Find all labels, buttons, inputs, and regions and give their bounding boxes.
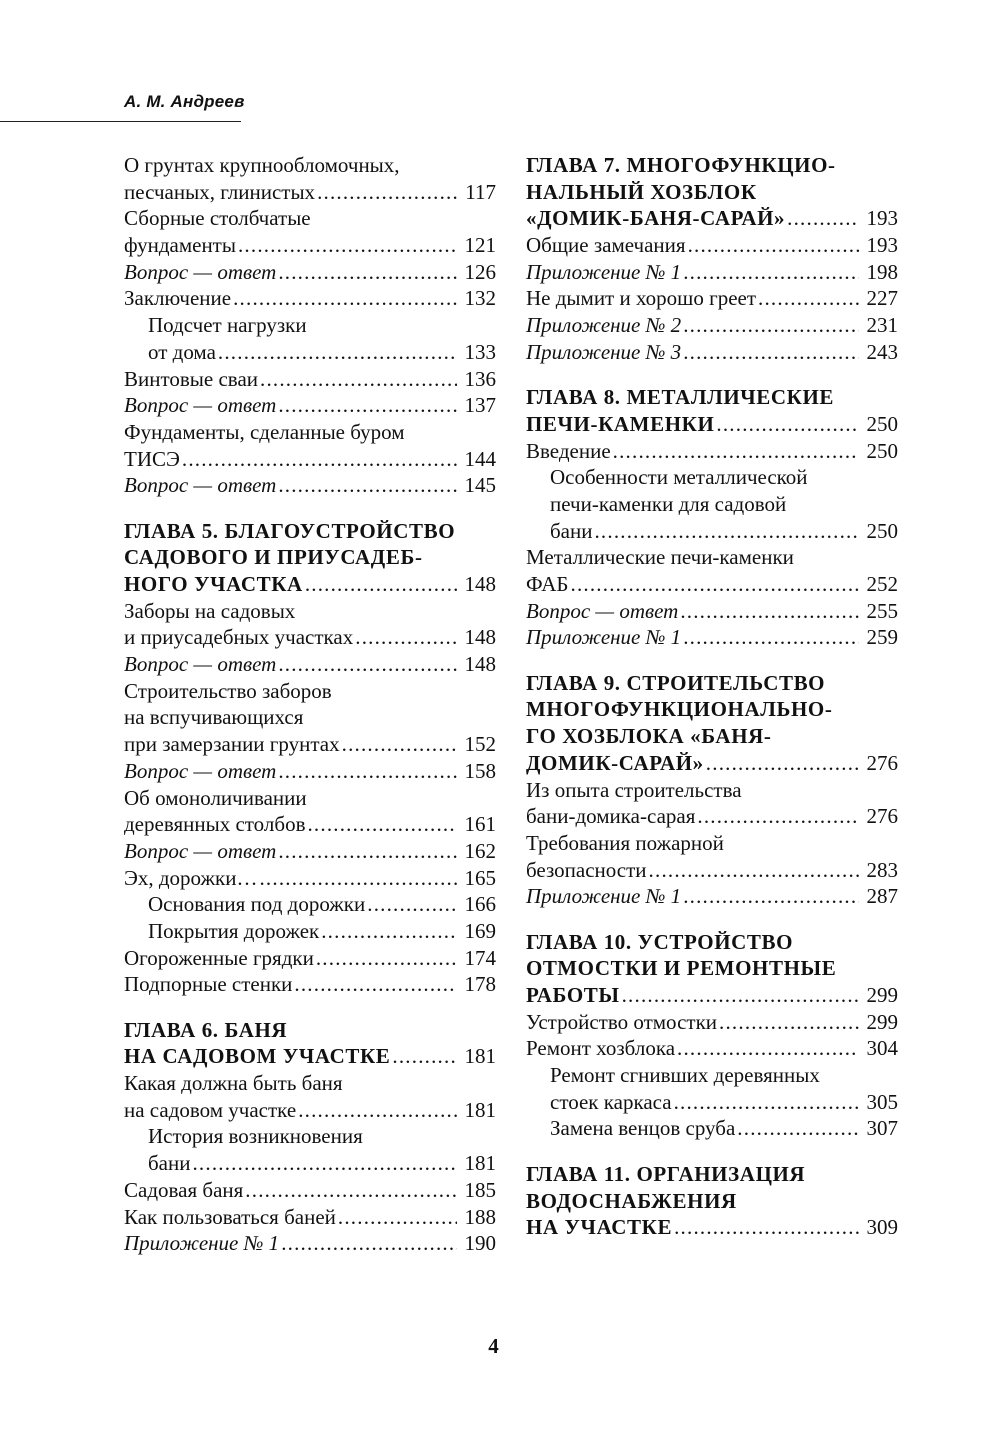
- dot-leader: [737, 1115, 859, 1142]
- toc-chapter-heading-line: [526, 750, 898, 777]
- toc-page-number: 136: [464, 366, 496, 391]
- toc-entry-title: стоек каркаса: [550, 1089, 672, 1114]
- toc-page-number: 169: [464, 918, 496, 943]
- toc-entry: [124, 651, 496, 678]
- toc-entry: [526, 544, 898, 571]
- toc-entry-title: песчаных, глинистых: [124, 179, 316, 204]
- dot-leader: [245, 1177, 457, 1204]
- toc-page-number: 276: [866, 804, 898, 829]
- running-header-author: А. М. Андреев: [124, 92, 245, 111]
- toc-page-number: 193: [866, 233, 898, 258]
- dot-leader: [259, 865, 457, 892]
- dot-leader: [260, 366, 457, 393]
- toc-entry: [526, 777, 898, 804]
- toc-entry: [124, 785, 496, 812]
- toc-chapter-heading-line: [526, 411, 898, 438]
- toc-entry: [124, 865, 496, 892]
- dot-leader: [278, 651, 457, 678]
- dot-leader: [278, 758, 457, 785]
- toc-page-number: 174: [464, 945, 496, 970]
- toc-entry-title: Винтовые сваи: [124, 366, 258, 391]
- toc-page-number: 181: [464, 1151, 496, 1176]
- toc-entry-title: РАБОТЫ: [526, 983, 620, 1007]
- dot-leader: [298, 1097, 457, 1124]
- toc-entry: [124, 678, 496, 705]
- toc-entry-title: Вопрос — ответ: [124, 259, 277, 284]
- toc-entry-title: Приложение № 3: [526, 339, 682, 364]
- toc-page-number: 137: [464, 393, 496, 418]
- toc-entry-title: ГО ХОЗБЛОКА «БАНЯ-: [526, 724, 772, 749]
- toc-entry-title: ГЛАВА 7. МНОГОФУНКЦИО-: [526, 153, 836, 177]
- toc-entry: [124, 232, 496, 259]
- toc-entry: [124, 366, 496, 393]
- toc-entry-title: Приложение № 1: [526, 625, 682, 650]
- toc-page-number: 193: [866, 206, 898, 231]
- dot-leader: [622, 982, 859, 1009]
- toc-entry: [124, 205, 496, 232]
- toc-entry: [124, 838, 496, 865]
- dot-leader: [719, 1009, 859, 1036]
- dot-leader: [321, 918, 457, 945]
- dot-leader: [192, 1150, 457, 1177]
- toc-entry-title: Фундаменты, сделанные буром: [124, 419, 405, 444]
- toc-chapter-heading-line: [526, 1214, 898, 1241]
- toc-entry: [526, 312, 898, 339]
- toc-entry: [526, 491, 898, 518]
- dot-leader: [683, 259, 859, 286]
- toc-entry: [526, 438, 898, 465]
- toc-entry: [124, 1123, 496, 1150]
- toc-page-number: 126: [464, 259, 496, 284]
- toc-entry-title: ГЛАВА 8. МЕТАЛЛИЧЕСКИЕ: [526, 385, 835, 410]
- dot-leader: [278, 472, 457, 499]
- toc-entry-title: Приложение № 1: [526, 259, 682, 284]
- toc-entry: [124, 598, 496, 625]
- dot-leader: [674, 1214, 859, 1241]
- toc-entry: [124, 704, 496, 731]
- toc-entry-title: Введение: [526, 438, 611, 463]
- dot-leader: [317, 179, 457, 206]
- dot-leader: [697, 803, 859, 830]
- page-number: 4: [488, 1334, 499, 1358]
- toc-entry-title: Об омоноличивании: [124, 785, 307, 810]
- toc-entry: [124, 472, 496, 499]
- toc-entry: [124, 1230, 496, 1257]
- toc-entry-title: ГЛАВА 5. БЛАГОУСТРОЙСТВО: [124, 518, 456, 543]
- toc-page-number: 117: [465, 179, 496, 204]
- dot-leader: [674, 1089, 859, 1116]
- toc-page-number: 133: [464, 339, 496, 364]
- toc-chapter-heading-line: [526, 179, 898, 206]
- toc-entry-title: ФАБ: [526, 572, 569, 596]
- toc-page-number: 132: [464, 286, 496, 311]
- dot-leader: [683, 312, 859, 339]
- toc-entry: [124, 811, 496, 838]
- toc-entry: [526, 571, 898, 598]
- toc-chapter-heading-line: [526, 384, 898, 411]
- toc-entry-title: на вспучивающихся: [124, 705, 304, 730]
- dot-leader: [594, 518, 859, 545]
- toc-entry-title: бани: [550, 518, 593, 543]
- toc-entry: [124, 918, 496, 945]
- toc-entry-title: История возникновения: [148, 1124, 363, 1149]
- toc-page-number: 166: [464, 892, 496, 917]
- toc-entry-title: ГЛАВА 9. СТРОИТЕЛЬСТВО: [526, 670, 826, 695]
- dot-leader: [238, 232, 457, 259]
- toc-chapter-heading-line: [526, 955, 898, 982]
- dot-leader: [367, 891, 457, 918]
- toc-entry-title: фундаменты: [124, 233, 236, 258]
- toc-entry: [124, 312, 496, 339]
- toc-column-right: [526, 152, 898, 1241]
- toc-entry-title: Основания под дорожки: [148, 892, 366, 917]
- toc-chapter-heading-line: [124, 518, 496, 545]
- toc-entry: [526, 598, 898, 625]
- dot-leader: [649, 857, 859, 884]
- toc-chapter-heading-line: [526, 696, 898, 723]
- dot-leader: [278, 259, 457, 286]
- toc-entry-title: бани: [148, 1151, 191, 1176]
- toc-entry: [526, 1035, 898, 1062]
- dot-leader: [218, 339, 457, 366]
- toc-chapter-heading-line: [124, 1017, 496, 1044]
- toc-page-number: 152: [464, 732, 496, 757]
- dot-leader: [307, 811, 457, 838]
- toc-entry-title: НОГО УЧАСТКА: [124, 572, 303, 596]
- toc-entry: [526, 259, 898, 286]
- toc-entry: [526, 1115, 898, 1142]
- toc-chapter-heading-line: [526, 982, 898, 1009]
- toc-entry-title: Вопрос — ответ: [124, 758, 277, 783]
- dot-leader: [316, 945, 457, 972]
- toc-entry: [124, 152, 496, 179]
- toc-entry: [526, 1089, 898, 1116]
- toc-page-number: 148: [464, 652, 496, 677]
- dot-leader: [613, 438, 859, 465]
- dot-leader: [294, 971, 457, 998]
- dot-leader: [683, 339, 859, 366]
- dot-leader: [392, 1043, 457, 1070]
- toc-chapter-heading-line: [124, 544, 496, 571]
- toc-entry: [526, 464, 898, 491]
- toc-entry-title: Эх, дорожки…: [124, 865, 258, 890]
- toc-column-left: [124, 152, 496, 1257]
- toc-page-number: 144: [464, 446, 496, 471]
- toc-entry-title: Подпорные стенки: [124, 972, 293, 997]
- toc-entry-title: Огороженные грядки: [124, 945, 314, 970]
- toc-entry-title: Какая должна быть баня: [124, 1071, 343, 1096]
- toc-entry: [526, 830, 898, 857]
- toc-entry: [124, 1204, 496, 1231]
- toc-chapter-heading-line: [526, 723, 898, 750]
- dot-leader: [680, 598, 859, 625]
- toc-entry: [124, 1070, 496, 1097]
- toc-entry: [526, 285, 898, 312]
- toc-entry-title: печи-каменки для садовой: [550, 491, 787, 516]
- dot-leader: [688, 232, 859, 259]
- toc-entry-title: Не дымит и хорошо греет: [526, 286, 757, 311]
- toc-entry-title: бани-домика-сарая: [526, 804, 696, 829]
- toc-entry: [526, 857, 898, 884]
- toc-page-number: 309: [866, 1215, 898, 1240]
- toc-entry: [124, 285, 496, 312]
- toc-entry: [526, 1062, 898, 1089]
- toc-page-number: 231: [866, 313, 898, 338]
- toc-page-number: 276: [866, 750, 898, 775]
- toc-page-number: 181: [464, 1097, 496, 1122]
- toc-entry-title: от дома: [148, 339, 216, 364]
- toc-entry-title: Вопрос — ответ: [124, 838, 277, 863]
- dot-leader: [571, 571, 860, 598]
- toc-entry: [526, 339, 898, 366]
- toc-entry-title: при замерзании грунтах: [124, 732, 340, 757]
- toc-entry-title: Вопрос — ответ: [124, 652, 277, 677]
- toc-entry: [124, 392, 496, 419]
- toc-entry-title: МНОГОФУНКЦИОНАЛЬНО-: [526, 697, 833, 722]
- toc-chapter-heading-line: [526, 1161, 898, 1188]
- toc-page-number: 250: [866, 411, 898, 436]
- toc-entry-title: ДОМИК-САРАЙ»: [526, 750, 704, 775]
- toc-page-number: 185: [464, 1177, 496, 1202]
- toc-page-number: 250: [866, 438, 898, 463]
- dot-leader: [342, 731, 457, 758]
- toc-chapter-heading-line: [526, 1188, 898, 1215]
- dot-leader: [758, 285, 859, 312]
- toc-entry-title: Заборы на садовых: [124, 598, 296, 623]
- dot-leader: [281, 1230, 457, 1257]
- toc-entry-title: Приложение № 1: [124, 1231, 280, 1256]
- toc-entry: [124, 891, 496, 918]
- toc-page-number: 299: [866, 983, 898, 1007]
- toc-entry-title: Особенности металлической: [550, 465, 808, 490]
- toc-entry-title: ГЛАВА 11. ОРГАНИЗАЦИЯ: [526, 1161, 806, 1186]
- toc-page-number: 255: [866, 598, 898, 623]
- toc-entry-title: Садовая баня: [124, 1177, 244, 1202]
- toc-entry: [124, 1097, 496, 1124]
- toc-entry-title: ВОДОСНАБЖЕНИЯ: [526, 1188, 737, 1213]
- toc-entry-title: ОТМОСТКИ И РЕМОНТНЫЕ: [526, 956, 837, 981]
- toc-entry-title: Ремонт сгнивших деревянных: [550, 1063, 820, 1088]
- toc-entry-title: НА САДОВОМ УЧАСТКЕ: [124, 1044, 391, 1069]
- dot-leader: [706, 750, 859, 777]
- toc-entry-title: безопасности: [526, 857, 647, 882]
- toc-entry-title: Вопрос — ответ: [124, 473, 277, 498]
- toc-entry: [124, 971, 496, 998]
- toc-page-number: 121: [464, 233, 496, 258]
- dot-leader: [278, 392, 457, 419]
- toc-entry-title: и приусадебных участках: [124, 625, 354, 650]
- toc-chapter-heading-line: [526, 670, 898, 697]
- toc-entry-title: Как пользоваться баней: [124, 1204, 336, 1229]
- toc-chapter-heading-line: [526, 929, 898, 956]
- toc-entry: [526, 518, 898, 545]
- toc-page-number: 227: [866, 286, 898, 311]
- toc-entry-title: ГЛАВА 10. УСТРОЙСТВО: [526, 929, 794, 954]
- toc-chapter-heading-line: [124, 571, 496, 598]
- toc-entry: [124, 259, 496, 286]
- toc-entry-title: Покрытия дорожек: [148, 918, 320, 943]
- toc-page-number: 287: [866, 884, 898, 909]
- toc-entry: [526, 624, 898, 651]
- toc-page-number: 259: [866, 625, 898, 650]
- toc-entry: [526, 883, 898, 910]
- toc-entry: [526, 803, 898, 830]
- header-rule: [0, 121, 241, 122]
- toc-page-number: 165: [464, 865, 496, 890]
- dot-leader: [278, 838, 457, 865]
- toc-entry: [124, 1150, 496, 1177]
- toc-page-number: 283: [866, 857, 898, 882]
- dot-leader: [338, 1204, 457, 1231]
- toc-entry-title: Общие замечания: [526, 233, 686, 258]
- toc-page-number: 198: [866, 259, 898, 284]
- toc-entry-title: Ремонт хозблока: [526, 1036, 676, 1061]
- toc-page-number: 304: [866, 1036, 898, 1061]
- toc-entry-title: Вопрос — ответ: [526, 598, 679, 623]
- toc-entry-title: Металлические печи-каменки: [526, 545, 794, 570]
- toc-page-number: 305: [866, 1089, 898, 1114]
- toc-entry-title: Приложение № 1: [526, 884, 682, 909]
- toc-entry-title: «ДОМИК-БАНЯ-САРАЙ»: [526, 206, 786, 231]
- toc-entry-title: деревянных столбов: [124, 812, 306, 837]
- toc-page-number: 252: [866, 572, 898, 596]
- dot-leader: [677, 1035, 859, 1062]
- toc-page-number: 148: [464, 625, 496, 650]
- toc-entry-title: САДОВОГО И ПРИУСАДЕБ-: [124, 545, 423, 570]
- toc-entry-title: Вопрос — ответ: [124, 393, 277, 418]
- toc-entry-title: ТИСЭ: [124, 446, 180, 471]
- toc-chapter-heading-line: [124, 1043, 496, 1070]
- toc-page-number: 299: [866, 1009, 898, 1034]
- dot-leader: [683, 624, 859, 651]
- toc-entry-title: Замена венцов сруба: [550, 1116, 736, 1141]
- toc-entry-title: на садовом участке: [124, 1097, 297, 1122]
- toc-page-number: 190: [464, 1231, 496, 1256]
- toc-page-number: 188: [464, 1204, 496, 1229]
- toc-chapter-heading-line: [526, 205, 898, 232]
- toc-page-number: 145: [464, 473, 496, 498]
- toc-page-number: 307: [866, 1116, 898, 1141]
- toc-entry-title: Приложение № 2: [526, 313, 682, 338]
- toc-entry: [124, 624, 496, 651]
- dot-leader: [787, 205, 859, 232]
- toc-entry-title: Заключение: [124, 286, 232, 311]
- toc-page-number: 181: [464, 1044, 496, 1069]
- dot-leader: [233, 285, 457, 312]
- toc-entry-title: НА УЧАСТКЕ: [526, 1215, 673, 1240]
- toc-entry: [526, 232, 898, 259]
- toc-entry-title: Сборные столбчатые: [124, 206, 311, 231]
- toc-entry: [124, 446, 496, 473]
- toc-entry-title: ПЕЧИ-КАМЕНКИ: [526, 411, 715, 436]
- toc-entry: [124, 731, 496, 758]
- toc-entry-title: НАЛЬНЫЙ ХОЗБЛОК: [526, 179, 757, 204]
- dot-leader: [305, 571, 457, 598]
- toc-entry: [124, 758, 496, 785]
- toc-entry-title: О грунтах крупнообломочных,: [124, 153, 400, 177]
- toc-page-number: 161: [464, 812, 496, 837]
- toc-entry: [124, 419, 496, 446]
- toc-entry-title: Требования пожарной: [526, 830, 724, 855]
- toc-page-number: 178: [464, 972, 496, 997]
- toc-chapter-heading-line: [526, 152, 898, 179]
- dot-leader: [355, 624, 457, 651]
- toc-page-number: 243: [866, 339, 898, 364]
- toc-entry-title: Из опыта строительства: [526, 777, 742, 802]
- toc-page-number: 162: [464, 838, 496, 863]
- dot-leader: [683, 883, 859, 910]
- toc-entry: [124, 1177, 496, 1204]
- toc-entry-title: Устройство отмостки: [526, 1009, 718, 1034]
- toc-page-number: 250: [866, 518, 898, 543]
- dot-leader: [716, 411, 859, 438]
- toc-entry-title: Строительство заборов: [124, 678, 332, 703]
- toc-page-number: 158: [464, 758, 496, 783]
- toc-entry: [124, 339, 496, 366]
- toc-entry: [124, 945, 496, 972]
- toc-entry-title: Подсчет нагрузки: [148, 313, 307, 338]
- toc-entry-title: ГЛАВА 6. БАНЯ: [124, 1017, 288, 1042]
- toc-page-number: 148: [464, 572, 496, 596]
- toc-entry: [124, 179, 496, 206]
- toc-entry: [526, 1009, 898, 1036]
- dot-leader: [182, 446, 457, 473]
